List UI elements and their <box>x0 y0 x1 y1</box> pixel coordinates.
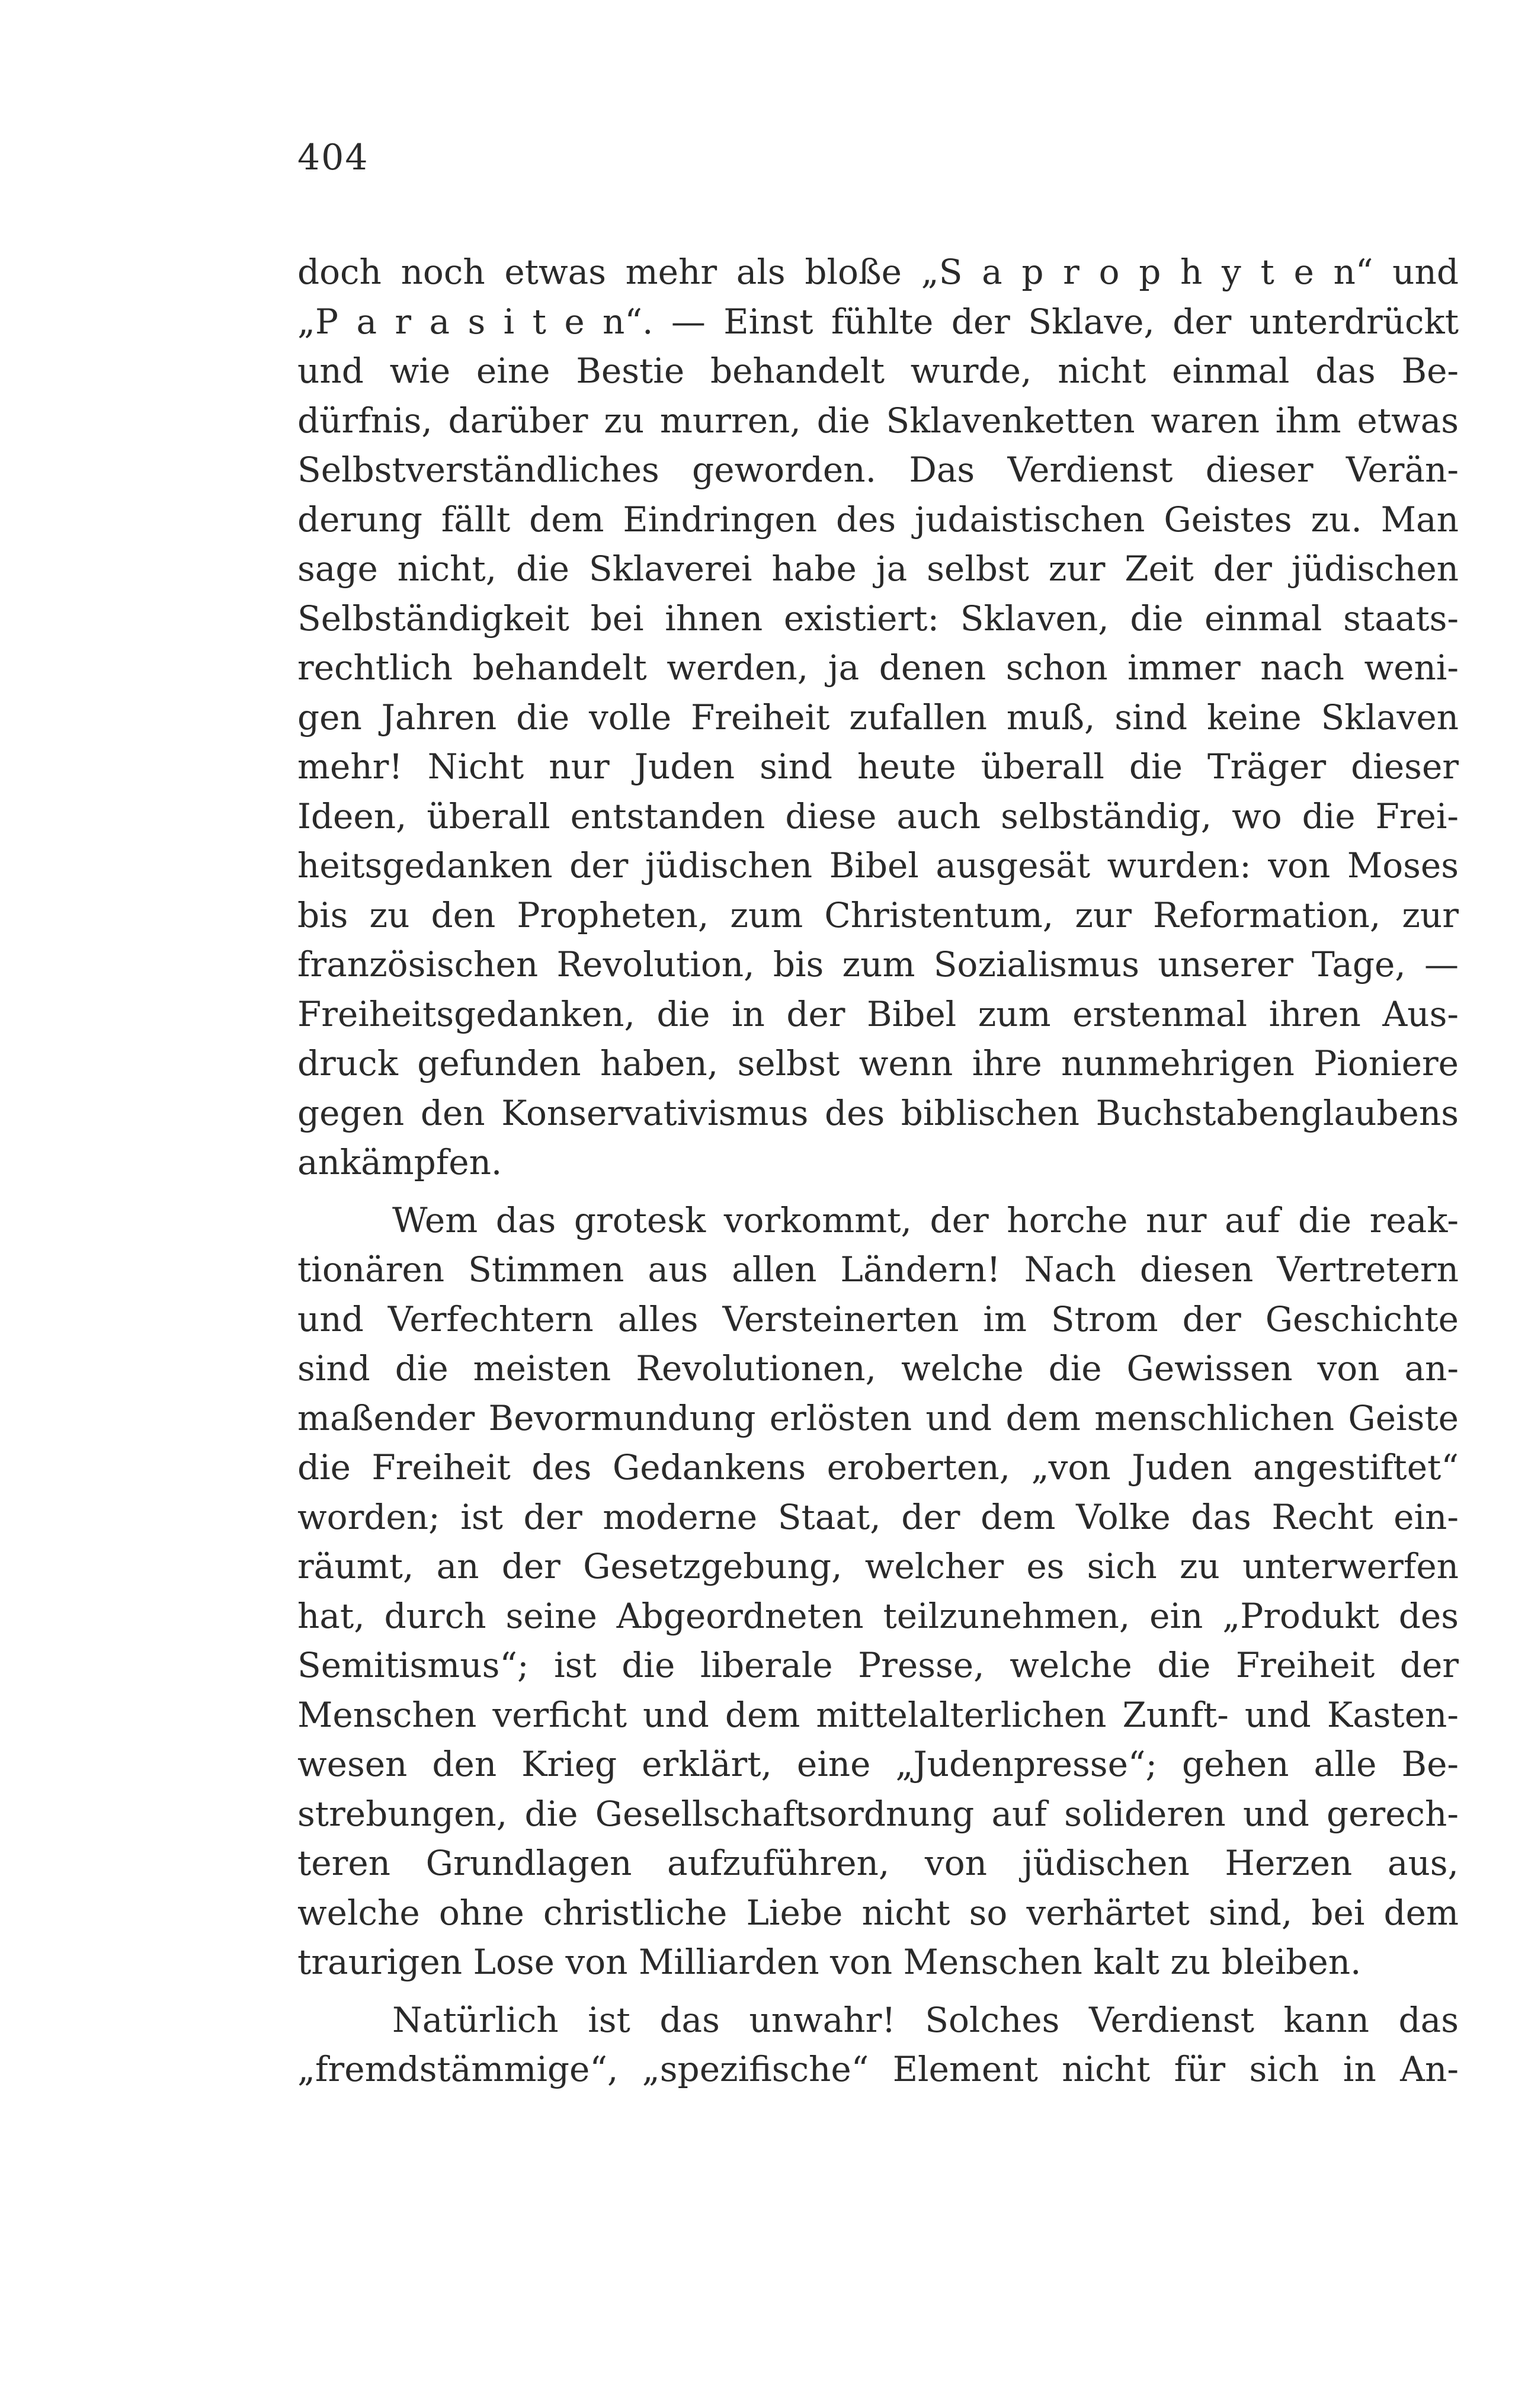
text-line: hat, durch seine Abgeordneten teilzunehmen, ein „Produkt des <box>297 1595 1459 1636</box>
text-line: Selbständigkeit bei ihnen existiert: Sklaven, die einmal staats- <box>297 598 1459 639</box>
text-line: rechtlich behandelt werden, ja denen schon immer nach weni- <box>297 647 1459 688</box>
text-line: druck gefunden haben, selbst wenn ihre nunmehrigen Pioniere <box>297 1043 1459 1083</box>
text-line: wesen den Krieg erklärt, eine „Judenpresse“; gehen alle Be- <box>297 1744 1459 1784</box>
page-number: 404 <box>297 137 369 178</box>
text-line: teren Grundlagen aufzuführen, von jüdischen Herzen aus, <box>297 1843 1459 1883</box>
paragraph-last-line: traurigen Lose von Milliarden von Menschen kalt zu bleiben. <box>297 1942 1362 1982</box>
text-line: Freiheitsgedanken, die in der Bibel zum erstenmal ihren Aus- <box>297 993 1459 1034</box>
text-line: heitsgedanken der jüdischen Bibel ausgesät wurden: von Moses <box>297 845 1459 886</box>
text-line: mehr! Nicht nur Juden sind heute überall die Träger dieser <box>297 746 1459 787</box>
text-line: französischen Revolution, bis zum Sozialismus unserer Tage, — <box>297 944 1459 985</box>
text-line: Semitismus“; ist die liberale Presse, welche die Freiheit der <box>297 1645 1459 1685</box>
text-line: räumt, an der Gesetzgebung, welcher es sich zu unterwerfen <box>297 1546 1459 1586</box>
text-line: „P a r a s i t e n“. — Einst fühlte der Sklave, der unterdrückt <box>297 301 1459 342</box>
text-line: gegen den Konservativismus des biblischen Buchstabenglaubens <box>297 1092 1459 1133</box>
text-line: welche ohne christliche Liebe nicht so verhärtet sind, bei dem <box>297 1892 1459 1933</box>
text-line: und Verfechtern alles Versteinerten im Strom der Geschichte <box>297 1298 1459 1339</box>
text-line: „fremdstämmige“, „spezifische“ Element nicht für sich in An- <box>297 2049 1459 2089</box>
paragraph-first-line: Natürlich ist das unwahr! Solches Verdienst kann das <box>392 1999 1459 2040</box>
text-line: gen Jahren die volle Freiheit zufallen muß, sind keine Sklaven <box>297 697 1459 738</box>
text-line: die Freiheit des Gedankens eroberten, „von Juden angestiftet“ <box>297 1447 1459 1487</box>
paragraph-last-line: ankämpfen. <box>297 1142 502 1182</box>
text-line: sind die meisten Revolutionen, welche die Gewissen von an- <box>297 1348 1459 1389</box>
text-line: Selbstverständliches geworden. Das Verdienst dieser Verän- <box>297 450 1459 490</box>
text-line: sage nicht, die Sklaverei habe ja selbst zur Zeit der jüdischen <box>297 549 1459 589</box>
text-line: Menschen verficht und dem mittelalterlichen Zunft- und Kasten- <box>297 1694 1459 1735</box>
text-line: tionären Stimmen aus allen Ländern! Nach diesen Vertretern <box>297 1249 1459 1290</box>
text-line: und wie eine Bestie behandelt wurde, nicht einmal das Be- <box>297 351 1459 391</box>
paragraph-first-line: Wem das grotesk vorkommt, der horche nur auf die reak- <box>392 1200 1459 1240</box>
text-line: Ideen, überall entstanden diese auch selbständig, wo die Frei- <box>297 796 1459 836</box>
text-line: doch noch etwas mehr als bloße „S a p r o p h y t e n“ und <box>297 252 1459 292</box>
body-text <box>297 248 1459 2095</box>
text-line: derung fällt dem Eindringen des judaistischen Geistes zu. Man <box>297 499 1459 540</box>
text-line: worden; ist der moderne Staat, der dem Volke das Recht ein- <box>297 1496 1459 1537</box>
text-line: maßender Bevormundung erlösten und dem menschlichen Geiste <box>297 1397 1459 1438</box>
text-line: strebungen, die Gesellschaftsordnung auf solideren und gerech- <box>297 1793 1459 1834</box>
text-line: dürfnis, darüber zu murren, die Sklavenketten waren ihm etwas <box>297 400 1459 441</box>
text-line: bis zu den Propheten, zum Christentum, zur Reformation, zur <box>297 894 1459 935</box>
